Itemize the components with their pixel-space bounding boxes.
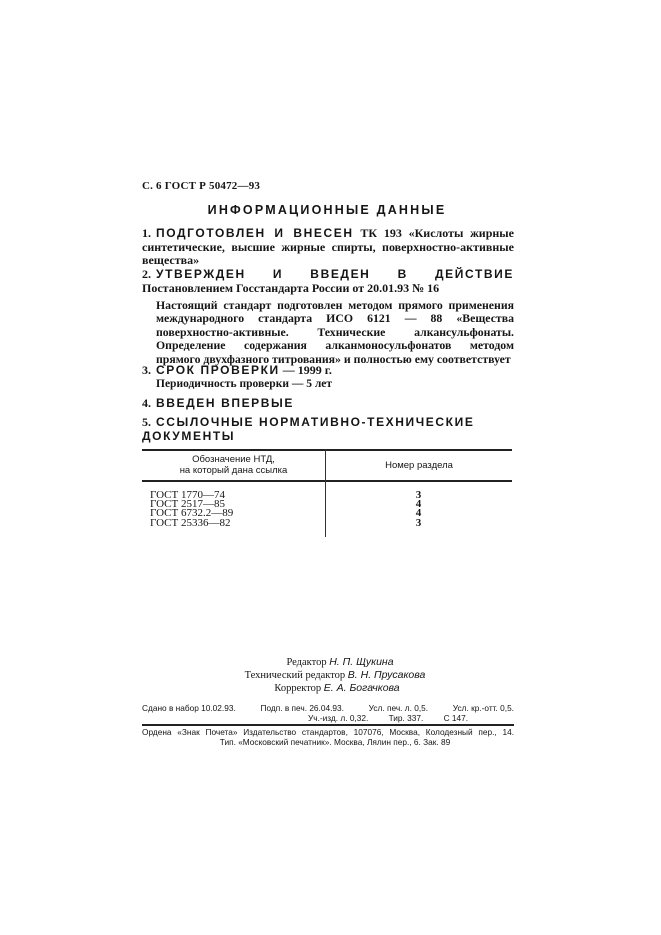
credit-role: Технический редактор [244, 670, 346, 682]
print-sheets: Усл. печ. л. 0,5. [368, 703, 429, 713]
section-heading: УТВЕРЖДЕН И ВВЕДЕН В ДЕЙСТВИЕ [156, 267, 514, 281]
section-4 [142, 397, 514, 411]
section-number: 3. [142, 363, 151, 377]
page-title: ИНФОРМАЦИОННЫЕ ДАННЫЕ [207, 203, 447, 217]
imprint-details [142, 704, 514, 724]
references-table [142, 449, 512, 537]
print-run: Тир. 337. [388, 712, 424, 723]
header-line: Обозначение НТД, [192, 454, 275, 465]
section-text: ТК 193 «Кислоты жирные синтетические, высшие жирные спирты, поверхностно-активные вещества» [142, 226, 515, 268]
credit-role: Корректор [274, 683, 322, 695]
document-cell: ГОСТ 6732.2—89 [150, 507, 234, 520]
credits-block [200, 656, 470, 696]
sent-to-set: Сдано в набор 10.02.93. [142, 703, 236, 713]
publication-sheets: Уч.-изд. л. 0,32. [308, 712, 369, 723]
section-1 [142, 227, 514, 268]
credit-role: Редактор [286, 657, 327, 668]
printer-line: Тип. «Московский печатник». Москва, Лялин пер., 6. Зак. 89 [219, 736, 451, 747]
price-code: С 147. [443, 712, 469, 723]
section-cell: 4 [415, 498, 422, 511]
section-number: 4. [142, 396, 151, 410]
section-2 [142, 268, 514, 295]
document-cell: ГОСТ 25336—82 [150, 516, 231, 529]
credit-tech-editor [200, 669, 470, 682]
document-cell: ГОСТ 1770—74 [150, 489, 225, 501]
section-number: 5. [142, 415, 151, 429]
section-heading: ВВЕДЕН ВПЕРВЫЕ [156, 396, 295, 410]
section-cell: 3 [415, 516, 422, 529]
publisher-line: Ордена «Знак Почета» Издательство стандартов, 107076, Москва, Колодезный пер., 14. [142, 727, 514, 737]
section-text: — 1999 г. [282, 363, 332, 377]
section-number: 1. [142, 226, 151, 240]
review-period: Периодичность проверки — 5 лет [156, 377, 333, 390]
imprint-row-2 [142, 714, 514, 724]
column-header-document [142, 455, 325, 476]
publisher-block [142, 728, 514, 748]
header-line: на который дана ссылка [179, 464, 288, 476]
signed-for-print: Подп. в печ. 26.04.93. [260, 703, 344, 713]
color-prints: Усл. кр.-отт. 0,5. [452, 703, 514, 713]
section-text: Постановлением Госстандарта России от 20.01.93 № 16 [142, 280, 440, 295]
table-header-rule [142, 480, 512, 482]
table-row [142, 516, 512, 529]
section-number: 2. [142, 267, 151, 281]
imprint-separator [142, 724, 514, 726]
document-cell: ГОСТ 2517—85 [150, 498, 225, 511]
credit-name: Н. П. Щукина [329, 656, 394, 668]
section-heading: ССЫЛОЧНЫЕ НОРМАТИВНО-ТЕХНИЧЕСКИЕ ДОКУМЕНТЫ [142, 415, 475, 443]
section-cell: 4 [415, 507, 422, 520]
column-header-section: Номер раздела [385, 460, 453, 471]
running-head: С. 6 ГОСТ Р 50472—93 [142, 180, 261, 192]
section-5 [142, 416, 514, 443]
table-top-rule [142, 449, 512, 451]
section-2-paragraph: Настоящий стандарт подготовлен методом прямого применения международного стандарта ИСО 6121 — 88 «Вещества поверхностно-активные. Технические алкансульфонаты. Определение содержания алканмоносульфонатов методом прямого двухфазного титрования» и полностью ему соответствует [156, 298, 514, 366]
credit-name: Е. А. Богачкова [323, 682, 400, 695]
credit-name: В. Н. Прусакова [347, 669, 426, 682]
section-3 [142, 364, 514, 391]
section-heading: ПОДГОТОВЛЕН И ВНЕСЕН [156, 226, 354, 240]
credit-proofreader [200, 682, 470, 695]
table-body [142, 491, 512, 528]
section-heading: СРОК ПРОВЕРКИ [156, 363, 280, 377]
section-cell: 3 [415, 489, 422, 501]
credit-editor [200, 656, 470, 669]
